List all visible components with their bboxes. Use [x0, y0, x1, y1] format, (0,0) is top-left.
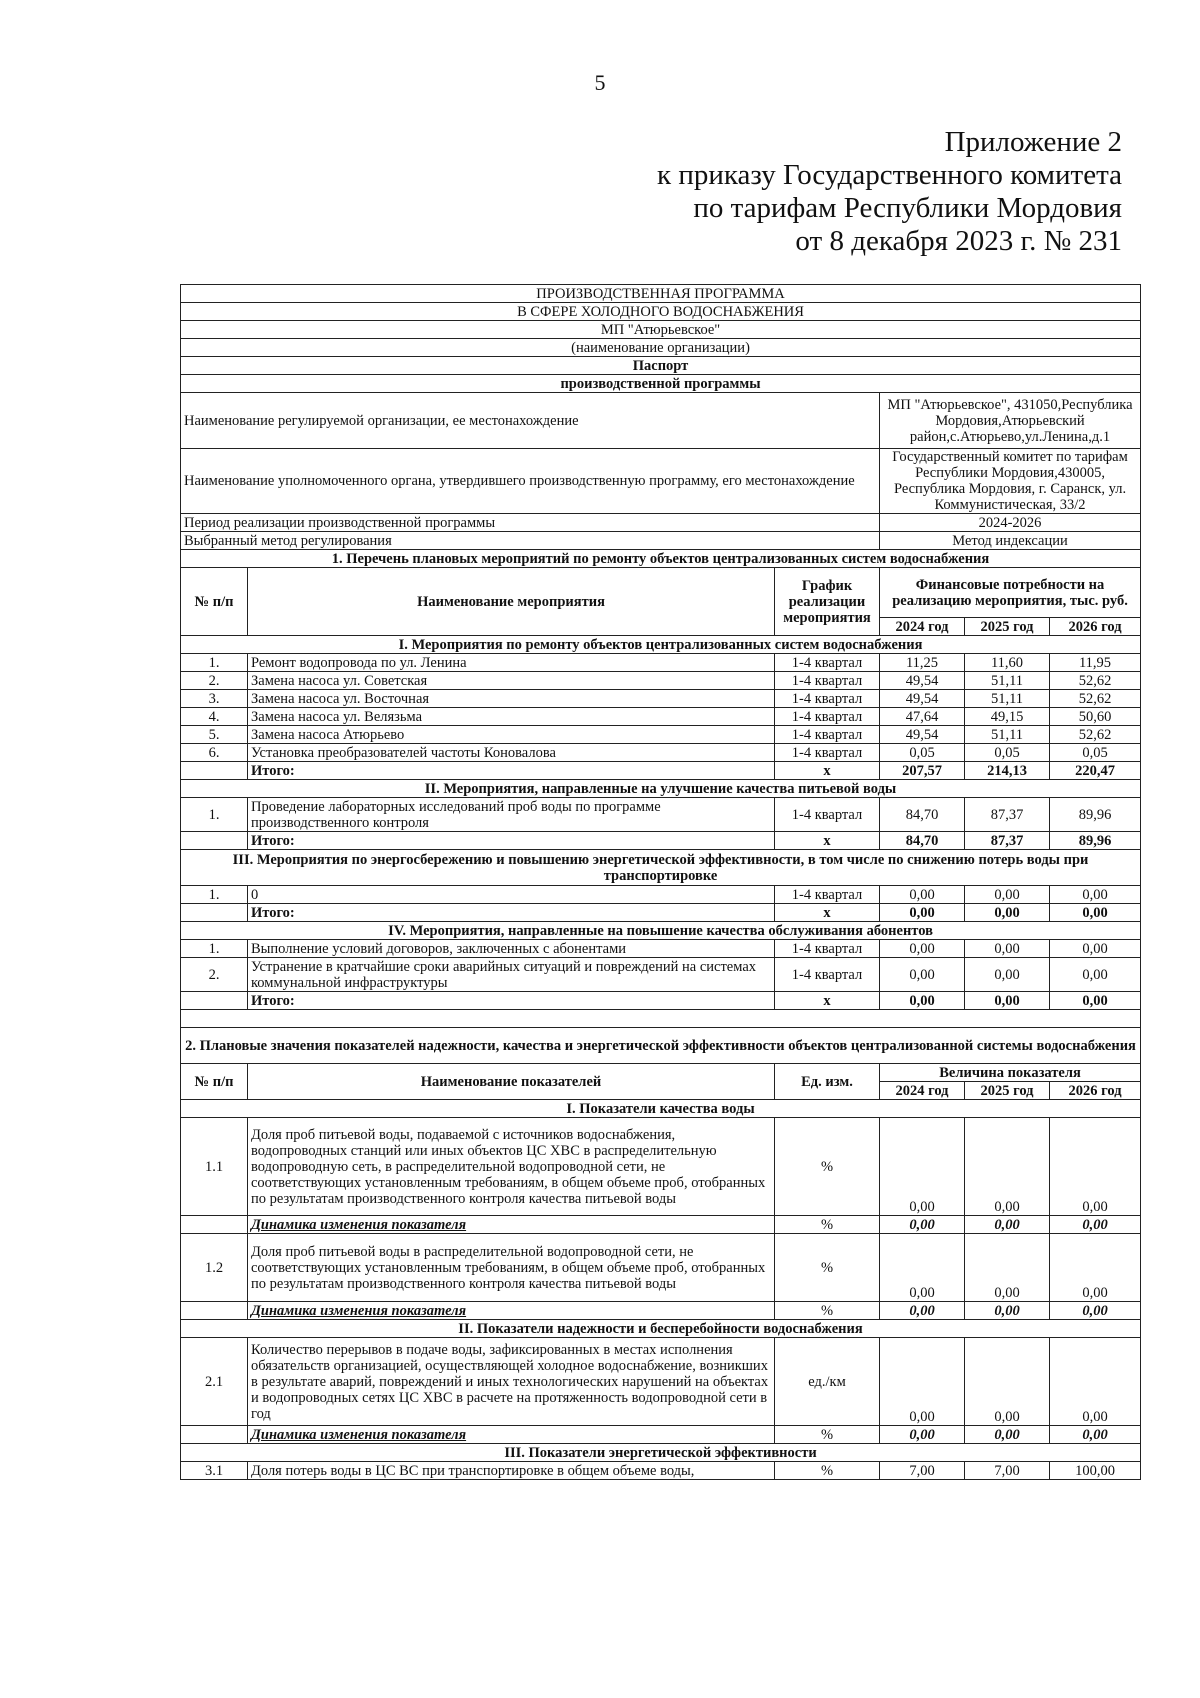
s2-col-2026: 2026 год	[1050, 1082, 1141, 1100]
indicator-unit: %	[775, 1118, 880, 1216]
s2-group-3-title: III. Показатели энергетической эффективности	[181, 1444, 1141, 1462]
section1-body	[181, 636, 1141, 1010]
s2-col-num: № п/п	[181, 1064, 248, 1100]
indicator-number: 1.1	[181, 1118, 248, 1216]
dynamics-2025: 0,00	[965, 1302, 1050, 1320]
row-number: 5.	[181, 726, 248, 744]
indicator-name: Доля потерь воды в ЦС ВС при транспортировке в общем объеме воды,	[248, 1462, 775, 1480]
empty-cell	[181, 762, 248, 780]
passport-period-value: 2024-2026	[880, 514, 1141, 532]
spacer-row	[181, 1010, 1141, 1028]
measure-schedule: 1-4 квартал	[775, 798, 880, 832]
measure-name: Устранение в кратчайшие сроки аварийных ситуаций и повреждений на системах коммунальной инфраструктуры	[248, 958, 775, 992]
table-row	[181, 744, 1141, 762]
table-row	[181, 672, 1141, 690]
indicator-value-2025: 7,00	[965, 1462, 1050, 1480]
measure-name: Замена насоса ул. Советская	[248, 672, 775, 690]
measure-name: Замена насоса Атюрьево	[248, 726, 775, 744]
total-label: Итого:	[248, 904, 775, 922]
dynamics-2024: 0,00	[880, 1426, 965, 1444]
dynamics-2024: 0,00	[880, 1302, 965, 1320]
table-row	[181, 654, 1141, 672]
organization-caption: (наименование организации)	[181, 339, 1141, 357]
indicator-value-2024: 0,00	[880, 1234, 965, 1302]
finance-2024: 0,00	[880, 958, 965, 992]
finance-2026: 0,00	[1050, 958, 1141, 992]
s1-col-finance: Финансовые потребности на реализацию мероприятия, тыс. руб.	[880, 568, 1141, 618]
indicator-value-2026: 100,00	[1050, 1462, 1141, 1480]
s1-group-title: IV. Мероприятия, направленные на повышение качества обслуживания абонентов	[181, 922, 1141, 940]
dynamics-2025: 0,00	[965, 1426, 1050, 1444]
total-2024: 0,00	[880, 992, 965, 1010]
indicator-name: Доля проб питьевой воды, подаваемой с источников водоснабжения, водопроводных станций или иных объектов ЦС ХВС в распределительную водопроводную сеть, в распределительной водопроводной сети, не соответствующих установленным требованиям, в общем объеме проб, отобранных по результатам производственного контроля качества питьевой воды	[248, 1118, 775, 1216]
empty-cell	[181, 1302, 248, 1320]
row-number: 2.	[181, 958, 248, 992]
s1-col-schedule: График реализации мероприятия	[775, 568, 880, 636]
indicator-unit: %	[775, 1234, 880, 1302]
s2-col-name: Наименование показателей	[248, 1064, 775, 1100]
total-row	[181, 904, 1141, 922]
dynamics-2024: 0,00	[880, 1216, 965, 1234]
s2-col-value: Величина показателя	[880, 1064, 1141, 1082]
dynamics-unit: %	[775, 1216, 880, 1234]
indicator-value-2025: 0,00	[965, 1234, 1050, 1302]
indicator-name: Доля проб питьевой воды в распределительной водопроводной сети, не соответствующих установленным требованиям, в общем объеме проб, отобранных по результатам производственного контроля качества питьевой воды	[248, 1234, 775, 1302]
passport-subtitle: производственной программы	[181, 375, 1141, 393]
finance-2024: 0,00	[880, 940, 965, 958]
indicator-value-2026: 0,00	[1050, 1118, 1141, 1216]
total-2026: 89,96	[1050, 832, 1141, 850]
page-number: 5	[594, 70, 606, 95]
s2-group-2-title: II. Показатели надежности и бесперебойности водоснабжения	[181, 1320, 1141, 1338]
passport-method-value: Метод индексации	[880, 532, 1141, 550]
measure-schedule: 1-4 квартал	[775, 886, 880, 904]
finance-2025: 0,00	[965, 886, 1050, 904]
total-2025: 0,00	[965, 904, 1050, 922]
finance-2026: 89,96	[1050, 798, 1141, 832]
passport-authority-value: Государственный комитет по тарифам Республики Мордовия,430005, Республика Мордовия, г. Саранск, ул. Коммунистическая, 33/2	[880, 449, 1141, 514]
total-2026: 0,00	[1050, 992, 1141, 1010]
passport-authority-label: Наименование уполномоченного органа, утвердившего производственную программу, его местонахождение	[181, 449, 880, 514]
indicator-number: 2.1	[181, 1338, 248, 1426]
total-row	[181, 992, 1141, 1010]
indicator-value-2024: 0,00	[880, 1338, 965, 1426]
finance-2025: 0,05	[965, 744, 1050, 762]
indicator-name: Количество перерывов в подаче воды, зафиксированных в местах исполнения обязательств организацией, осуществляющей холодное водоснабжение, возникших в результате аварий, повреждений и иных технологических нарушений на объектах и водопроводных сетях ЦС ХВС в расчете на протяженность водопроводной сети в год	[248, 1338, 775, 1426]
appendix-line-4: от 8 декабря 2023 г. № 231	[795, 225, 1122, 257]
measure-schedule: 1-4 квартал	[775, 744, 880, 762]
measure-schedule: 1-4 квартал	[775, 690, 880, 708]
finance-2024: 49,54	[880, 690, 965, 708]
dynamics-label: Динамика изменения показателя	[248, 1302, 775, 1320]
finance-2026: 0,00	[1050, 886, 1141, 904]
total-2024: 84,70	[880, 832, 965, 850]
indicator-unit: %	[775, 1462, 880, 1480]
total-schedule: х	[775, 762, 880, 780]
table-row	[181, 690, 1141, 708]
s1-group-title: II. Мероприятия, направленные на улучшение качества питьевой воды	[181, 780, 1141, 798]
finance-2026: 52,62	[1050, 672, 1141, 690]
row-number: 1.	[181, 654, 248, 672]
row-number: 4.	[181, 708, 248, 726]
total-schedule: х	[775, 992, 880, 1010]
dynamics-2026: 0,00	[1050, 1302, 1141, 1320]
finance-2026: 0,05	[1050, 744, 1141, 762]
empty-cell	[181, 992, 248, 1010]
measure-name: Проведение лабораторных исследований проб воды по программе производственного контроля	[248, 798, 775, 832]
passport-title: Паспорт	[181, 357, 1141, 375]
indicator-value-2025: 0,00	[965, 1338, 1050, 1426]
measure-name: Замена насоса ул. Велязьма	[248, 708, 775, 726]
row-number: 1.	[181, 798, 248, 832]
empty-cell	[181, 1216, 248, 1234]
passport-org-label: Наименование регулируемой организации, ее местонахождение	[181, 393, 880, 449]
measure-schedule: 1-4 квартал	[775, 708, 880, 726]
row-number: 3.	[181, 690, 248, 708]
total-2026: 0,00	[1050, 904, 1141, 922]
measure-name: Выполнение условий договоров, заключенных с абонентами	[248, 940, 775, 958]
s1-col-num: № п/п	[181, 568, 248, 636]
indicator-number: 3.1	[181, 1462, 248, 1480]
empty-cell	[181, 904, 248, 922]
measure-name: Установка преобразователей частоты Коновалова	[248, 744, 775, 762]
total-label: Итого:	[248, 992, 775, 1010]
total-row	[181, 832, 1141, 850]
finance-2025: 0,00	[965, 958, 1050, 992]
finance-2024: 0,00	[880, 886, 965, 904]
measure-schedule: 1-4 квартал	[775, 672, 880, 690]
passport-method-label: Выбранный метод регулирования	[181, 532, 880, 550]
measure-name: Ремонт водопровода по ул. Ленина	[248, 654, 775, 672]
section2-title: 2. Плановые значения показателей надежности, качества и энергетической эффективности объектов централизованной системы водоснабжения	[181, 1028, 1141, 1064]
table-row	[181, 886, 1141, 904]
row-number: 6.	[181, 744, 248, 762]
dynamics-unit: %	[775, 1426, 880, 1444]
table-row	[181, 958, 1141, 992]
dynamics-2026: 0,00	[1050, 1216, 1141, 1234]
total-label: Итого:	[248, 832, 775, 850]
indicator-value-2025: 0,00	[965, 1118, 1050, 1216]
measure-name: 0	[248, 886, 775, 904]
total-2026: 220,47	[1050, 762, 1141, 780]
indicator-value-2024: 0,00	[880, 1118, 965, 1216]
empty-cell	[181, 832, 248, 850]
total-2024: 207,57	[880, 762, 965, 780]
indicator-value-2026: 0,00	[1050, 1234, 1141, 1302]
finance-2026: 0,00	[1050, 940, 1141, 958]
finance-2024: 84,70	[880, 798, 965, 832]
total-schedule: х	[775, 904, 880, 922]
total-2025: 214,13	[965, 762, 1050, 780]
appendix-line-3: по тарифам Республики Мордовия	[693, 192, 1122, 224]
row-number: 1.	[181, 940, 248, 958]
dynamics-2026: 0,00	[1050, 1426, 1141, 1444]
measure-schedule: 1-4 квартал	[775, 940, 880, 958]
s1-col-2024: 2024 год	[880, 618, 965, 636]
measure-schedule: 1-4 квартал	[775, 958, 880, 992]
total-2025: 87,37	[965, 832, 1050, 850]
finance-2025: 11,60	[965, 654, 1050, 672]
dynamics-2025: 0,00	[965, 1216, 1050, 1234]
finance-2026: 52,62	[1050, 690, 1141, 708]
program-title-2: В СФЕРЕ ХОЛОДНОГО ВОДОСНАБЖЕНИЯ	[181, 303, 1141, 321]
appendix-heading	[657, 126, 1122, 258]
finance-2025: 87,37	[965, 798, 1050, 832]
finance-2025: 49,15	[965, 708, 1050, 726]
total-schedule: х	[775, 832, 880, 850]
measure-schedule: 1-4 квартал	[775, 654, 880, 672]
s1-col-2025: 2025 год	[965, 618, 1050, 636]
table-row	[181, 798, 1141, 832]
total-row	[181, 762, 1141, 780]
passport-period-label: Период реализации производственной программы	[181, 514, 880, 532]
appendix-line-1: Приложение 2	[944, 126, 1122, 158]
s1-group-title: III. Мероприятия по энергосбережению и повышению энергетической эффективности, в том числе по снижению потерь воды при транспортировке	[181, 850, 1141, 886]
table-row	[181, 940, 1141, 958]
s2-col-2024: 2024 год	[880, 1082, 965, 1100]
total-label: Итого:	[248, 762, 775, 780]
finance-2025: 51,11	[965, 672, 1050, 690]
section1-title: 1. Перечень плановых мероприятий по ремонту объектов централизованных систем водоснабжения	[181, 550, 1141, 568]
row-number: 1.	[181, 886, 248, 904]
table-row	[181, 726, 1141, 744]
dynamics-unit: %	[775, 1302, 880, 1320]
row-number: 2.	[181, 672, 248, 690]
measure-name: Замена насоса ул. Восточная	[248, 690, 775, 708]
empty-cell	[181, 1426, 248, 1444]
total-2024: 0,00	[880, 904, 965, 922]
indicator-value-2026: 0,00	[1050, 1338, 1141, 1426]
s1-col-name: Наименование мероприятия	[248, 568, 775, 636]
program-title-1: ПРОИЗВОДСТВЕННАЯ ПРОГРАММА	[181, 285, 1141, 303]
dynamics-label: Динамика изменения показателя	[248, 1216, 775, 1234]
indicator-value-2024: 7,00	[880, 1462, 965, 1480]
finance-2024: 11,25	[880, 654, 965, 672]
s1-col-2026: 2026 год	[1050, 618, 1141, 636]
finance-2024: 49,54	[880, 672, 965, 690]
finance-2024: 49,54	[880, 726, 965, 744]
production-program-table	[180, 284, 1141, 1480]
passport-org-value: МП "Атюрьевское", 431050,Республика Мордовия,Атюрьевский район,с.Атюрьево,ул.Ленина,д.1	[880, 393, 1141, 449]
finance-2025: 51,11	[965, 690, 1050, 708]
finance-2026: 50,60	[1050, 708, 1141, 726]
finance-2026: 11,95	[1050, 654, 1141, 672]
table-row	[181, 708, 1141, 726]
finance-2025: 51,11	[965, 726, 1050, 744]
indicator-unit: ед./км	[775, 1338, 880, 1426]
appendix-line-2: к приказу Государственного комитета	[656, 159, 1122, 191]
finance-2024: 47,64	[880, 708, 965, 726]
finance-2024: 0,05	[880, 744, 965, 762]
finance-2026: 52,62	[1050, 726, 1141, 744]
dynamics-label: Динамика изменения показателя	[248, 1426, 775, 1444]
s1-group-title: I. Мероприятия по ремонту объектов централизованных систем водоснабжения	[181, 636, 1141, 654]
total-2025: 0,00	[965, 992, 1050, 1010]
s2-group-1-title: I. Показатели качества воды	[181, 1100, 1141, 1118]
s2-col-2025: 2025 год	[965, 1082, 1050, 1100]
s2-col-unit: Ед. изм.	[775, 1064, 880, 1100]
finance-2025: 0,00	[965, 940, 1050, 958]
indicator-number: 1.2	[181, 1234, 248, 1302]
measure-schedule: 1-4 квартал	[775, 726, 880, 744]
organization-name: МП "Атюрьевское"	[181, 321, 1141, 339]
